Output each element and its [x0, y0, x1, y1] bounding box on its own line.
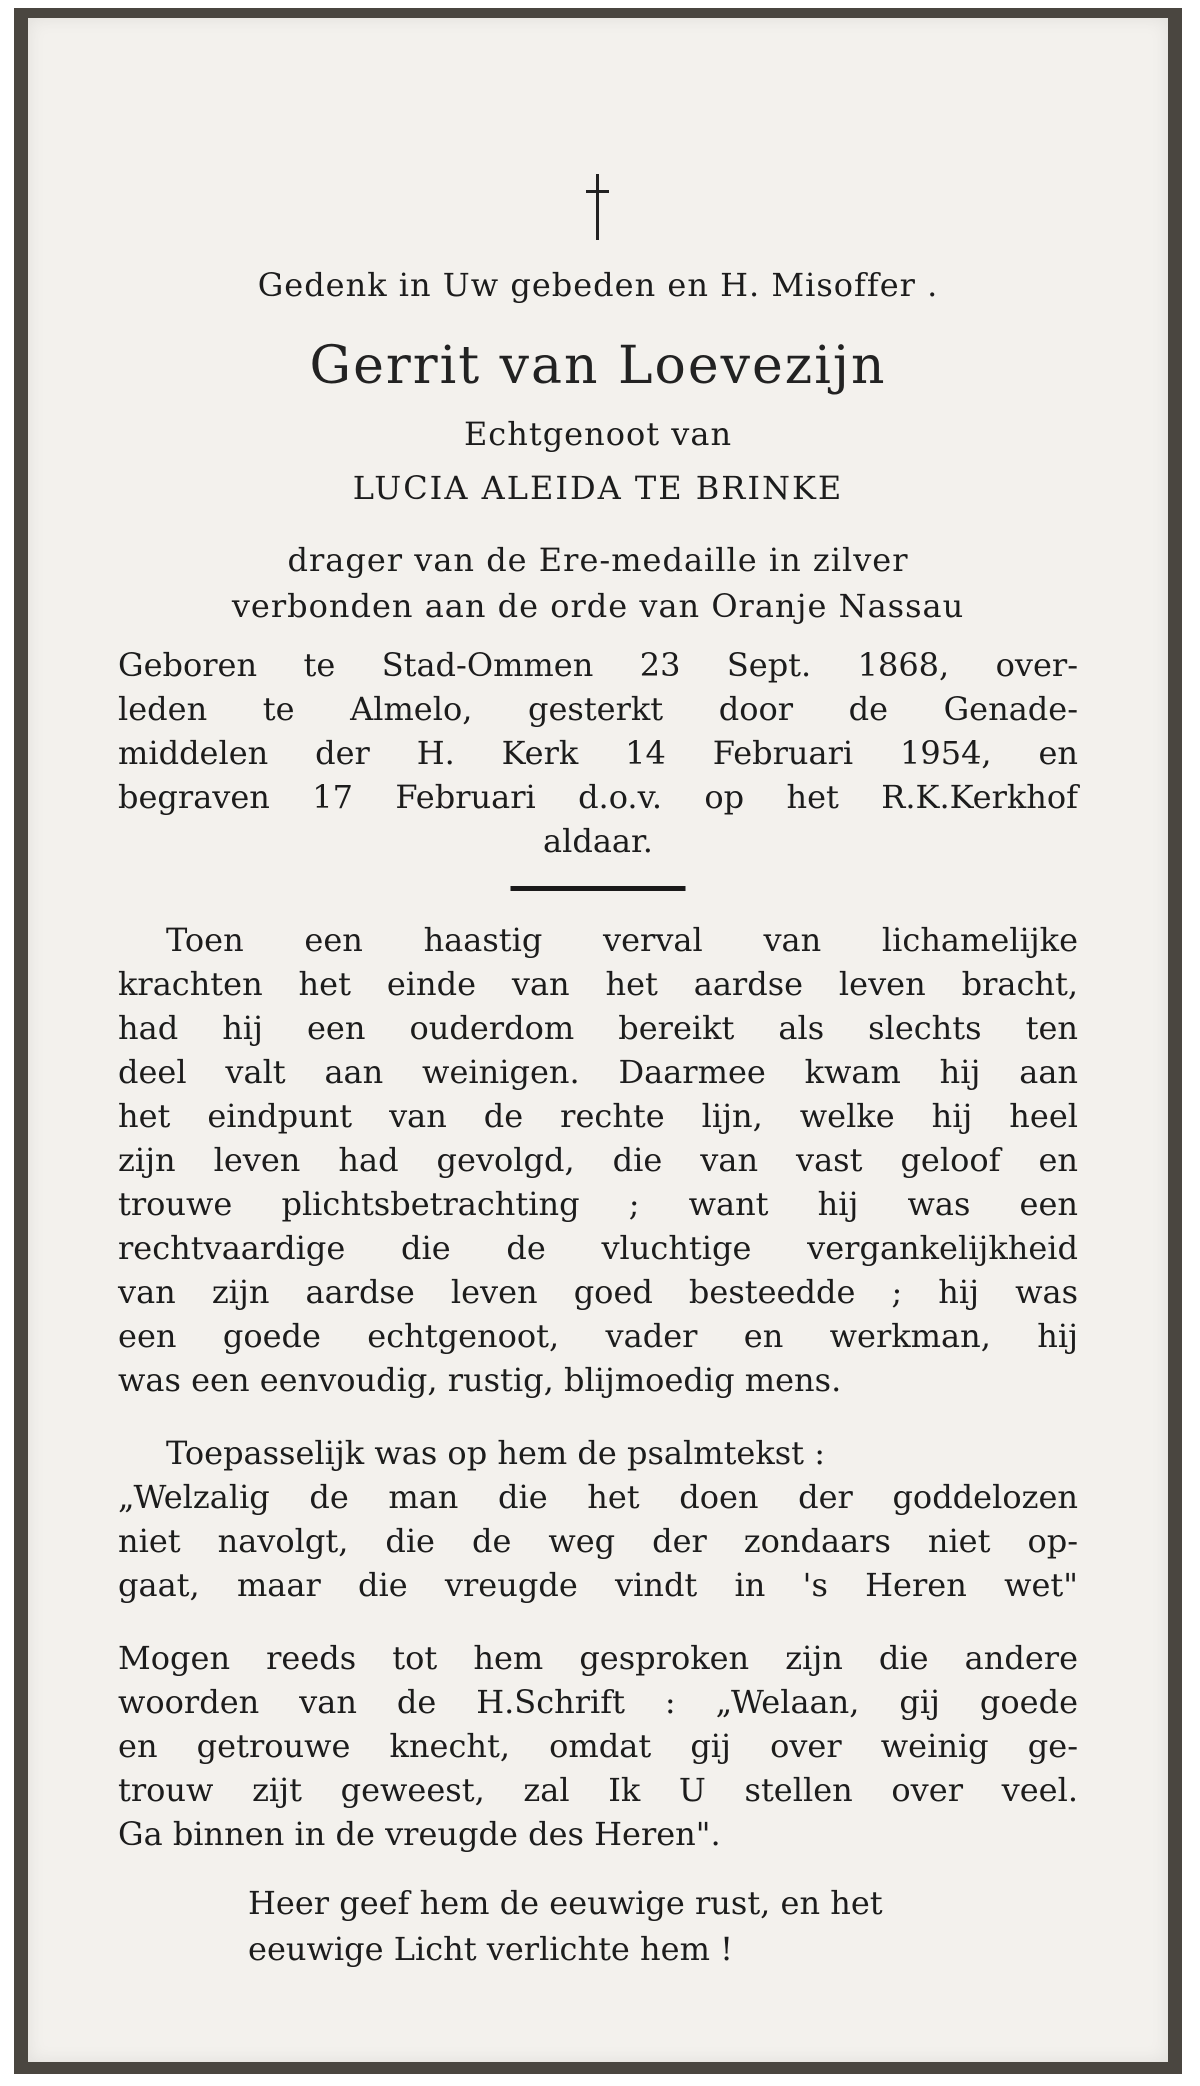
text-line: en getrouwe knecht, omdat gij over weinig ge-: [118, 1727, 1078, 1765]
text-line: trouwe plichtsbetrachting ; want hij was een: [118, 1185, 1078, 1223]
text-line: het eindpunt van de rechte lijn, welke hij heel: [118, 1097, 1078, 1135]
text-line: eeuwige Licht verlichte hem !: [248, 1930, 733, 1968]
text-line: „Welzalig de man die het doen der goddelozen: [118, 1478, 1078, 1516]
text-line: woorden van de H.Schrift : „Welaan, gij goede: [118, 1683, 1078, 1721]
biography-paragraph: [118, 643, 1078, 863]
closing-prayer: [248, 1880, 1078, 1972]
invocation-text: Gedenk in Uw gebeden en H. Misoffer .: [257, 266, 939, 304]
text-line: krachten het einde van het aardse leven bracht,: [118, 965, 1078, 1003]
decoration-line: drager van de Ere-medaille in zilver: [287, 541, 909, 579]
spouse-name: LUCIA ALEIDA TE BRINKE: [352, 469, 844, 507]
text-line: aldaar.: [543, 822, 653, 860]
text-line: Toepasselijk was op hem de psalmtekst :: [166, 1434, 825, 1472]
text-line: Ga binnen in de vreugde des Heren".: [118, 1815, 721, 1853]
text-line: rechtvaardige die de vluchtige vergankelijkheid: [118, 1229, 1078, 1267]
text-line: zijn leven had gevolgd, die van vast geloof en: [118, 1141, 1078, 1179]
psalm-paragraph: [118, 1431, 1078, 1607]
text-line: had hij een ouderdom bereikt als slechts ten: [118, 1009, 1078, 1047]
scripture-paragraph: [118, 1636, 1078, 1856]
text-line: leden te Almelo, gesterkt door de Genade-: [118, 690, 1078, 728]
text-line: Mogen reeds tot hem gesproken zijn die andere: [118, 1639, 1078, 1677]
card-content: [118, 18, 1078, 2062]
decoration-line: verbonden aan de orde van Oranje Nassau: [231, 587, 965, 625]
text-line: deel valt aan weinigen. Daarmee kwam hij aan: [118, 1053, 1078, 1091]
text-line: een goede echtgenoot, vader en werkman, hij: [118, 1317, 1078, 1355]
text-line: niet navolgt, die de weg der zondaars niet op-: [118, 1522, 1078, 1560]
cross-icon: [578, 168, 618, 248]
memorial-card: [14, 8, 1182, 2074]
text-line: begraven 17 Februari d.o.v. op het R.K.Kerkhof: [118, 778, 1078, 816]
divider-rule: [511, 886, 686, 891]
text-line: gaat, maar die vreugde vindt in 's Heren wet": [118, 1566, 1078, 1604]
text-line: Geboren te Stad-Ommen 23 Sept. 1868, over-: [118, 646, 1078, 684]
text-line: Toen een haastig verval van lichamelijke: [166, 921, 1078, 959]
text-line: trouw zijt geweest, zal Ik U stellen over veel.: [118, 1771, 1078, 1809]
text-line: was een eenvoudig, rustig, blijmoedig mens.: [118, 1361, 842, 1399]
spouse-label: Echtgenoot van: [463, 415, 733, 453]
tribute-paragraph: [118, 918, 1078, 1402]
text-line: Heer geef hem de eeuwige rust, en het: [248, 1884, 883, 1922]
deceased-name: Gerrit van Loevezijn: [309, 336, 887, 396]
text-line: middelen der H. Kerk 14 Februari 1954, en: [118, 734, 1078, 772]
text-line: van zijn aardse leven goed besteedde ; hij was: [118, 1273, 1078, 1311]
